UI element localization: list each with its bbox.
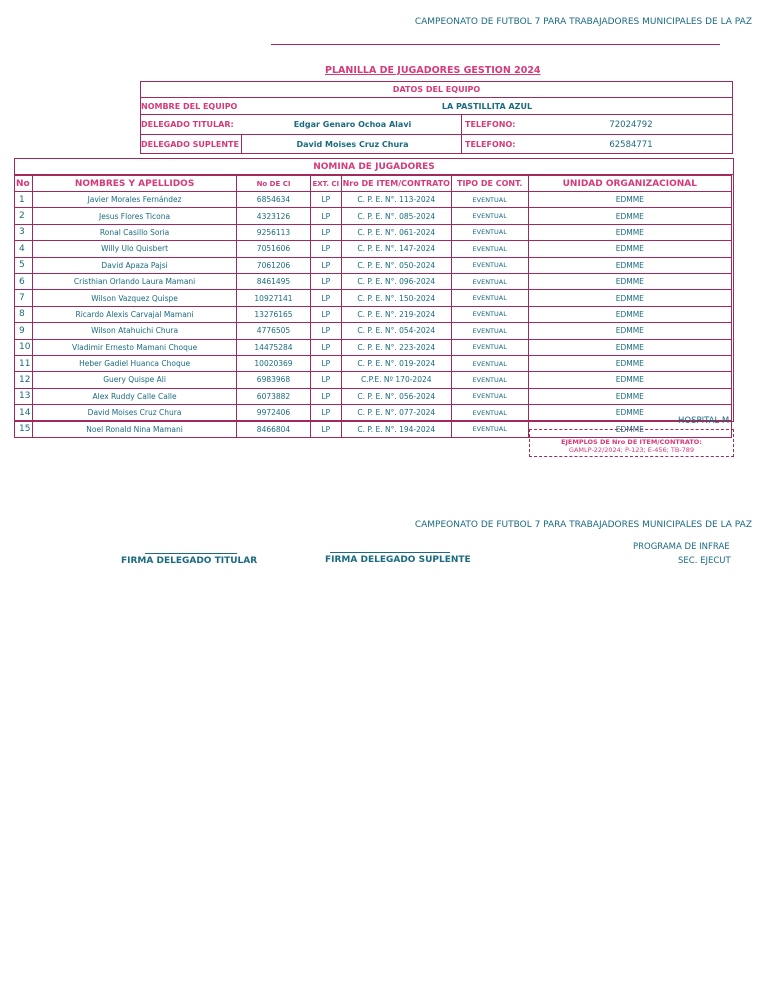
header-col-no: No bbox=[15, 176, 33, 192]
cell-ci: 7061206 bbox=[237, 257, 311, 273]
cell-ext: LP bbox=[310, 306, 341, 322]
cell-no: 10 bbox=[15, 339, 33, 355]
cell-item: C. P. E. N°. 019-2024 bbox=[341, 355, 451, 371]
delegate-main-phone-label: TELEFONO: bbox=[465, 120, 516, 129]
table-row bbox=[15, 290, 732, 306]
cell-item: C. P. E. N°. 194-2024 bbox=[341, 421, 451, 437]
examples-body: GAMLP-22/2024; P-123; E-456; TB-789 bbox=[568, 446, 695, 454]
cell-no: 12 bbox=[15, 372, 33, 388]
cell-item: C.P.E. Nº 170-2024 bbox=[341, 372, 451, 388]
cell-tipo: EVENTUAL bbox=[451, 306, 528, 322]
cell-tipo: EVENTUAL bbox=[451, 273, 528, 289]
delegate-sub-label: DELEGADO SUPLENTE bbox=[141, 140, 239, 149]
cell-names: Vladimir Ernesto Mamani Choque bbox=[32, 339, 236, 355]
cell-unidad: EDMME bbox=[528, 208, 731, 224]
cell-unidad: EDMME bbox=[528, 339, 731, 355]
cell-names: Wilson Atahuichi Chura bbox=[32, 323, 236, 339]
championship-footer-header: CAMPEONATO DE FUTBOL 7 PARA TRABAJADORES MUNICIPALES DE LA PAZ bbox=[414, 520, 752, 530]
cell-unidad: EDMME bbox=[528, 388, 731, 404]
cell-ci: 8461495 bbox=[237, 273, 311, 289]
cell-item: C. P. E. N°. 061-2024 bbox=[341, 224, 451, 240]
cell-ci: 8466804 bbox=[237, 421, 311, 437]
divider bbox=[461, 115, 462, 134]
cell-item: C. P. E. N°. 054-2024 bbox=[341, 323, 451, 339]
hospital-text: HOSPITAL M bbox=[678, 416, 730, 426]
cell-ext: LP bbox=[310, 224, 341, 240]
team-name-label: NOMBRE DEL EQUIPO bbox=[141, 101, 238, 111]
cell-tipo: EVENTUAL bbox=[451, 241, 528, 257]
cell-no: 2 bbox=[15, 208, 33, 224]
cell-tipo: EVENTUAL bbox=[451, 323, 528, 339]
signature-sub-label: FIRMA DELEGADO SUPLENTE bbox=[325, 555, 471, 565]
delegate-sub-phone: 62584771 bbox=[609, 139, 653, 150]
table-row bbox=[15, 323, 732, 339]
cell-tipo: EVENTUAL bbox=[451, 257, 528, 273]
players-section-title: NOMINA DE JUGADORES bbox=[15, 159, 733, 175]
cell-unidad: EDMME bbox=[528, 224, 731, 240]
cell-ext: LP bbox=[310, 241, 341, 257]
table-row bbox=[15, 306, 732, 322]
cell-tipo: EVENTUAL bbox=[451, 208, 528, 224]
table-row bbox=[15, 372, 732, 388]
table-row bbox=[15, 388, 732, 404]
sheet-title: PLANILLA DE JUGADORES GESTION 2024 bbox=[325, 65, 541, 76]
cell-item: C. P. E. N°. 150-2024 bbox=[341, 290, 451, 306]
cell-names: David Apaza Pajsi bbox=[32, 257, 236, 273]
cell-tipo: EVENTUAL bbox=[451, 355, 528, 371]
cell-no: 5 bbox=[15, 257, 33, 273]
cell-unidad: EDMME bbox=[528, 306, 731, 322]
table-row bbox=[15, 241, 732, 257]
championship-header: CAMPEONATO DE FUTBOL 7 PARA TRABAJADORES MUNICIPALES DE LA PAZ bbox=[414, 17, 752, 27]
table-row bbox=[15, 224, 732, 240]
signature-main-label: FIRMA DELEGADO TITULAR bbox=[121, 556, 258, 566]
cell-tipo: EVENTUAL bbox=[451, 224, 528, 240]
cell-names: David Moises Cruz Chura bbox=[32, 405, 236, 421]
cell-ci: 6854634 bbox=[237, 192, 311, 208]
cell-names: Heber Gadiel Huanca Choque bbox=[32, 355, 236, 371]
cell-no: 11 bbox=[15, 355, 33, 371]
header-divider bbox=[271, 44, 720, 45]
cell-ci: 14475284 bbox=[237, 339, 311, 355]
cell-tipo: EVENTUAL bbox=[451, 372, 528, 388]
cell-ci: 13276165 bbox=[237, 306, 311, 322]
delegate-sub-phone-label: TELEFONO: bbox=[465, 140, 516, 149]
cell-ext: LP bbox=[310, 208, 341, 224]
cell-ext: LP bbox=[310, 388, 341, 404]
cell-item: C. P. E. N°. 113-2024 bbox=[341, 192, 451, 208]
cell-item: C. P. E. N°. 219-2024 bbox=[341, 306, 451, 322]
delegate-sub-name: David Moises Cruz Chura bbox=[296, 140, 409, 149]
cell-ci: 9972406 bbox=[237, 405, 311, 421]
cell-no: 7 bbox=[15, 290, 33, 306]
divider bbox=[241, 135, 242, 154]
team-section-title-row bbox=[141, 82, 732, 98]
team-section-title: DATOS DEL EQUIPO bbox=[392, 85, 481, 94]
cell-unidad: EDMME bbox=[528, 405, 731, 421]
divider bbox=[461, 135, 462, 154]
cell-no: 9 bbox=[15, 323, 33, 339]
header-col-item: Nro DE ITEM/CONTRATO bbox=[341, 176, 451, 192]
cell-ext: LP bbox=[310, 421, 341, 437]
cell-no: 1 bbox=[15, 192, 33, 208]
cell-item: C. P. E. N°. 085-2024 bbox=[341, 208, 451, 224]
table-row bbox=[15, 405, 732, 421]
cell-ci: 9256113 bbox=[237, 224, 311, 240]
examples-title: EJEMPLOS DE Nro DE ITEM/CONTRATO: bbox=[561, 438, 702, 446]
programa-text: PROGRAMA DE INFRAE bbox=[633, 542, 730, 552]
examples-note bbox=[529, 429, 734, 457]
delegate-main-phone: 72024792 bbox=[609, 119, 653, 130]
table-row bbox=[15, 355, 732, 371]
header-col-ci: No DE CI bbox=[237, 176, 311, 192]
delegate-sub-row bbox=[141, 135, 732, 154]
table-row bbox=[15, 257, 732, 273]
cell-tipo: EVENTUAL bbox=[451, 290, 528, 306]
cell-ext: LP bbox=[310, 323, 341, 339]
cell-unidad: EDMME bbox=[528, 290, 731, 306]
delegate-main-name: Edgar Genaro Ochoa Alavi bbox=[293, 120, 412, 129]
cell-unidad: EDMME bbox=[528, 257, 731, 273]
cell-ext: LP bbox=[310, 405, 341, 421]
header-col-ext: EXT. CI bbox=[310, 176, 341, 192]
players-header-row bbox=[15, 176, 732, 192]
cell-item: C. P. E. N°. 096-2024 bbox=[341, 273, 451, 289]
header-col-unidad: UNIDAD ORGANIZACIONAL bbox=[528, 176, 731, 192]
delegate-main-label: DELEGADO TITULAR: bbox=[141, 120, 234, 129]
cell-ci: 10927141 bbox=[237, 290, 311, 306]
header-col-tipo: TIPO DE CONT. bbox=[451, 176, 528, 192]
cell-no: 15 bbox=[15, 421, 33, 437]
header-col-names: NOMBRES Y APELLIDOS bbox=[32, 176, 236, 192]
cell-ci: 7051606 bbox=[237, 241, 311, 257]
players-table bbox=[14, 175, 732, 438]
cell-names: Guery Quispe Ali bbox=[32, 372, 236, 388]
table-row bbox=[15, 192, 732, 208]
cell-unidad: EDMME bbox=[528, 372, 731, 388]
team-data-table bbox=[140, 81, 733, 154]
signature-line-sub bbox=[330, 552, 450, 553]
cell-ext: LP bbox=[310, 372, 341, 388]
cell-item: C. P. E. N°. 147-2024 bbox=[341, 241, 451, 257]
cell-ext: LP bbox=[310, 273, 341, 289]
cell-item: C. P. E. N°. 077-2024 bbox=[341, 405, 451, 421]
cell-ext: LP bbox=[310, 192, 341, 208]
cell-tipo: EVENTUAL bbox=[451, 405, 528, 421]
cell-unidad: EDMME bbox=[528, 355, 731, 371]
cell-ext: LP bbox=[310, 339, 341, 355]
team-name-value: LA PASTILLITA AZUL bbox=[441, 101, 533, 111]
cell-ext: LP bbox=[310, 355, 341, 371]
table-row bbox=[15, 339, 732, 355]
cell-names: Javier Morales Fernández bbox=[32, 192, 236, 208]
cell-ext: LP bbox=[310, 257, 341, 273]
cell-ci: 4323126 bbox=[237, 208, 311, 224]
sec-text: SEC. EJECUT bbox=[678, 556, 731, 566]
delegate-main-row bbox=[141, 115, 732, 135]
cell-ci: 6073882 bbox=[237, 388, 311, 404]
cell-ci: 10020369 bbox=[237, 355, 311, 371]
cell-tipo: EVENTUAL bbox=[451, 388, 528, 404]
cell-item: C. P. E. N°. 223-2024 bbox=[341, 339, 451, 355]
cell-ci: 4776505 bbox=[237, 323, 311, 339]
cell-names: Jesus Flores Ticona bbox=[32, 208, 236, 224]
cell-names: Noel Ronald Nina Mamani bbox=[32, 421, 236, 437]
cell-tipo: EVENTUAL bbox=[451, 339, 528, 355]
cell-names: Alex Ruddy Calle Calle bbox=[32, 388, 236, 404]
cell-tipo: EVENTUAL bbox=[451, 421, 528, 437]
table-row bbox=[15, 208, 732, 224]
cell-item: C. P. E. N°. 050-2024 bbox=[341, 257, 451, 273]
cell-no: 3 bbox=[15, 224, 33, 240]
cell-unidad: EDMME bbox=[528, 241, 731, 257]
cell-tipo: EVENTUAL bbox=[451, 192, 528, 208]
cell-item: C. P. E. N°. 056-2024 bbox=[341, 388, 451, 404]
cell-no: 14 bbox=[15, 405, 33, 421]
cell-names: Wilson Vazquez Quispe bbox=[32, 290, 236, 306]
cell-names: Ricardo Alexis Carvajal Mamani bbox=[32, 306, 236, 322]
cell-names: Willy Ulo Quisbert bbox=[32, 241, 236, 257]
cell-unidad: EDMME bbox=[528, 323, 731, 339]
cell-no: 6 bbox=[15, 273, 33, 289]
team-name-row bbox=[141, 98, 732, 115]
cell-no: 4 bbox=[15, 241, 33, 257]
players-table-box bbox=[14, 158, 734, 435]
cell-ext: LP bbox=[310, 290, 341, 306]
cell-unidad: EDMME bbox=[528, 421, 731, 437]
cell-names: Cristhian Orlando Laura Mamani bbox=[32, 273, 236, 289]
table-row bbox=[15, 273, 732, 289]
cell-names: Ronal Casillo Soria bbox=[32, 224, 236, 240]
cell-no: 8 bbox=[15, 306, 33, 322]
signature-line-main bbox=[145, 553, 237, 554]
cell-unidad: EDMME bbox=[528, 273, 731, 289]
cell-no: 13 bbox=[15, 388, 33, 404]
cell-ci: 6983968 bbox=[237, 372, 311, 388]
cell-unidad: EDMME bbox=[528, 192, 731, 208]
